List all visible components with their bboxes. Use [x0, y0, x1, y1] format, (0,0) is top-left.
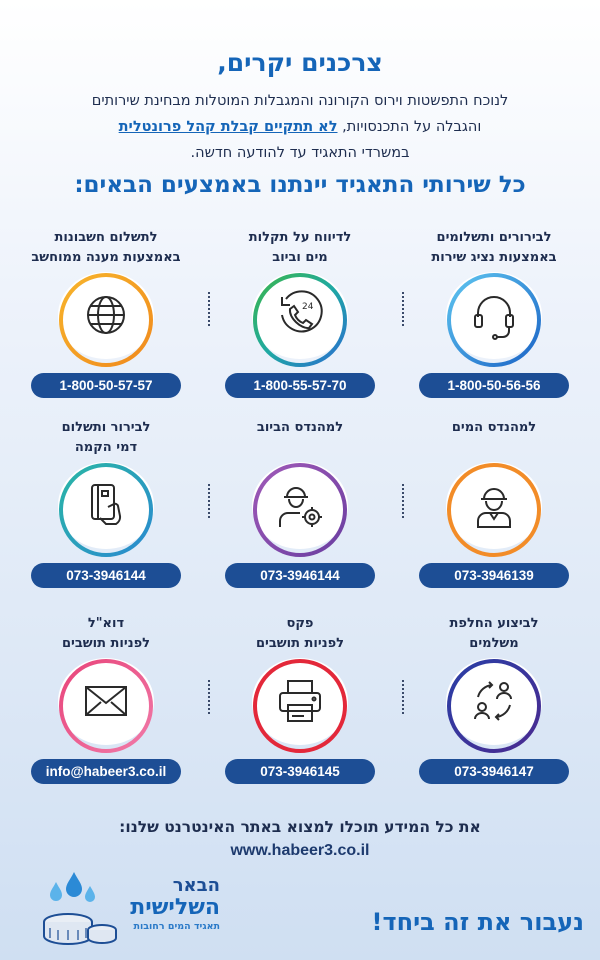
engineer-icon	[466, 477, 522, 533]
credit-card-icon	[78, 477, 134, 533]
fax-icon	[272, 673, 328, 729]
intro-line-3: במשרדי התאגיד עד להודעה חדשה.	[190, 145, 410, 161]
envelope-icon	[78, 673, 134, 729]
users-exchange-icon	[466, 673, 522, 729]
service-title: לתשלום חשבונות באמצעות מענה ממוחשב	[31, 230, 181, 265]
logo-line-2: השלישית	[130, 895, 220, 920]
intro-paragraph	[30, 88, 570, 166]
divider	[208, 484, 210, 518]
service-title: לדיווח על תקלות מים וביוב	[248, 230, 352, 265]
divider	[208, 292, 210, 326]
service-title: לבירורים ותשלומים באמצעות נציג שירות	[431, 230, 557, 265]
greeting-title: צרכנים יקרים,	[217, 48, 383, 77]
service-title: דוא"ל לפניות תושבים	[61, 616, 150, 651]
service-card-sewage-engineer	[211, 418, 389, 588]
service-card-email	[17, 614, 195, 784]
contact-pill[interactable]: info@habeer3.co.il	[31, 759, 181, 784]
svg-text:24: 24	[302, 302, 314, 313]
service-icon-ring	[58, 462, 154, 549]
no-frontal-reception-notice: לא תתקיים קבלת קהל פרונטלית	[118, 119, 338, 135]
contact-pill[interactable]: 1-800-50-57-57	[31, 373, 181, 398]
intro-line-1: לנוכח התפשטות וירוס הקורונה והמגבלות המוטלות מבחינת שירותים	[91, 93, 509, 109]
service-card-fault-report	[211, 228, 389, 398]
intro-line-2-text: והגבלה על התכנסויות,	[337, 119, 482, 135]
engineer-gear-icon	[272, 477, 328, 533]
divider	[402, 292, 404, 326]
contact-pill[interactable]: 073-3946147	[419, 759, 569, 784]
service-icon-ring	[446, 462, 542, 549]
website-link[interactable]: www.habeer3.co.il	[230, 842, 370, 859]
water-drops-logo-icon	[40, 868, 120, 948]
phone-24-icon	[272, 287, 328, 343]
company-logo	[40, 868, 220, 948]
contact-pill[interactable]: 073-3946139	[419, 563, 569, 588]
service-icon-ring	[252, 462, 348, 549]
contact-pill[interactable]: 073-3946144	[31, 563, 181, 588]
contact-pill[interactable]: 073-3946145	[225, 759, 375, 784]
headset-icon	[466, 287, 522, 343]
service-card-establishment-fees	[17, 418, 195, 588]
services-headline: כל שירותי התאגיד יינתנו באמצעים הבאים:	[74, 172, 526, 198]
service-card-payer-change	[405, 614, 583, 784]
slogan: נעבור את זה ביחד!	[371, 908, 584, 936]
service-title: למהנדס הביוב	[256, 420, 344, 435]
contact-pill[interactable]: 1-800-55-57-70	[225, 373, 375, 398]
service-card-customer-service	[405, 228, 583, 398]
logo-line-1: הבאר	[172, 875, 220, 896]
contact-pill[interactable]: 1-800-50-56-56	[419, 373, 569, 398]
service-icon-ring	[58, 658, 154, 745]
divider	[402, 484, 404, 518]
intro-line-2	[30, 114, 570, 140]
service-title: לביצוע החלפת משלמים	[449, 616, 539, 651]
service-icon-ring	[446, 272, 542, 359]
service-icon-ring	[446, 658, 542, 745]
service-icon-ring	[252, 272, 348, 359]
globe-icon	[78, 287, 134, 343]
logo-text	[110, 876, 220, 934]
website-label: את כל המידע תוכלו למצוא באתר האינטרנט שלנו:	[119, 818, 481, 836]
service-icon-ring	[58, 272, 154, 359]
service-title: למהנדס המים	[451, 420, 537, 435]
divider	[402, 680, 404, 714]
service-title: לבירור ותשלום דמי הקמה	[61, 420, 151, 455]
service-card-water-engineer	[405, 418, 583, 588]
service-title: פקס לפניות תושבים	[255, 616, 344, 651]
service-card-fax	[211, 614, 389, 784]
divider	[208, 680, 210, 714]
service-card-bill-payment	[17, 228, 195, 398]
service-icon-ring	[252, 658, 348, 745]
contact-pill[interactable]: 073-3946144	[225, 563, 375, 588]
logo-line-3: תאגיד המים רחובות	[133, 921, 220, 932]
